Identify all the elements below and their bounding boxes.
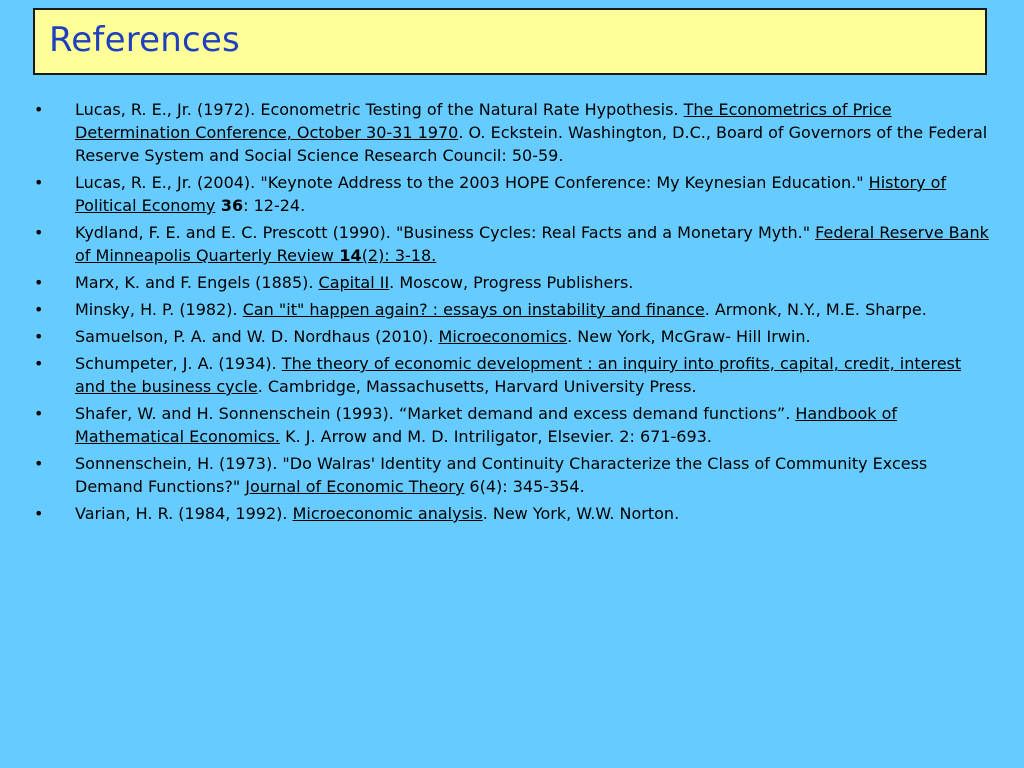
reference-item <box>30 502 996 525</box>
reference-details: . New York, McGraw- Hill Irwin. <box>567 327 811 346</box>
reference-source: The Econometrics of Price Determination Conference, October 30-31 1970 <box>75 100 892 142</box>
reference-item <box>30 98 996 167</box>
reference-source: The theory of economic development : an inquiry into profits, capital, credit, interest and the business cycle <box>75 354 962 396</box>
reference-source: Microeconomic analysis <box>292 504 483 523</box>
reference-text: Lucas, R. E., Jr. (2004). "Keynote Address to the 2003 HOPE Conference: My Keynesian Education." <box>75 173 869 192</box>
reference-source: Microeconomics <box>438 327 568 346</box>
reference-details: (2): 3-18. <box>361 246 437 265</box>
reference-details: . O. Eckstein. Washington, D.C., Board of Governors of the Federal Reserve System and Social Science Research Council: 50-59. <box>75 123 988 165</box>
reference-item <box>30 171 996 217</box>
reference-item <box>30 271 996 294</box>
reference-item <box>30 452 996 498</box>
reference-text: Marx, K. and F. Engels (1885). <box>75 273 319 292</box>
reference-item <box>30 221 996 267</box>
reference-details: K. J. Arrow and M. D. Intriligator, Elsevier. 2: 671-693. <box>279 427 712 446</box>
reference-text: Samuelson, P. A. and W. D. Nordhaus (2010). <box>75 327 439 346</box>
reference-item <box>30 402 996 448</box>
reference-source: Can "it" happen again? : essays on instability and finance <box>242 300 705 319</box>
reference-item <box>30 325 996 348</box>
reference-volume: 14 <box>333 246 362 265</box>
reference-text: Sonnenschein, H. (1973). "Do Walras' Identity and Continuity Characterize the Class of Community Excess Demand Functions?" <box>75 454 928 496</box>
reference-details: 6(4): 345-354. <box>464 477 585 496</box>
reference-details: : 12-24. <box>243 196 306 215</box>
reference-text: Minsky, H. P. (1982). <box>75 300 243 319</box>
reference-text: Kydland, F. E. and E. C. Prescott (1990). "Business Cycles: Real Facts and a Monetary Myth." <box>75 223 816 242</box>
reference-details: . New York, W.W. Norton. <box>482 504 680 523</box>
reference-source: Handbook of Mathematical Economics. <box>75 404 898 446</box>
reference-text: Varian, H. R. (1984, 1992). <box>75 504 293 523</box>
reference-list <box>30 98 996 529</box>
reference-text: Schumpeter, J. A. (1934). <box>75 354 282 373</box>
title-box <box>33 8 987 75</box>
page-title: References <box>49 20 240 60</box>
reference-details: . Cambridge, Massachusetts, Harvard University Press. <box>257 377 697 396</box>
reference-item <box>30 298 996 321</box>
reference-text: Lucas, R. E., Jr. (1972). Econometric Testing of the Natural Rate Hypothesis. <box>75 100 684 119</box>
reference-text: Shafer, W. and H. Sonnenschein (1993). “Market demand and excess demand functions”. <box>75 404 796 423</box>
reference-details: . Moscow, Progress Publishers. <box>389 273 634 292</box>
reference-volume: 36 <box>215 196 244 215</box>
reference-source: Journal of Economic Theory <box>245 477 465 496</box>
reference-source: History of Political Economy <box>75 173 947 215</box>
reference-source: Capital II <box>318 273 390 292</box>
reference-details: . Armonk, N.Y., M.E. Sharpe. <box>704 300 927 319</box>
reference-item <box>30 352 996 398</box>
reference-source: Federal Reserve Bank of Minneapolis Quarterly Review <box>75 223 989 265</box>
